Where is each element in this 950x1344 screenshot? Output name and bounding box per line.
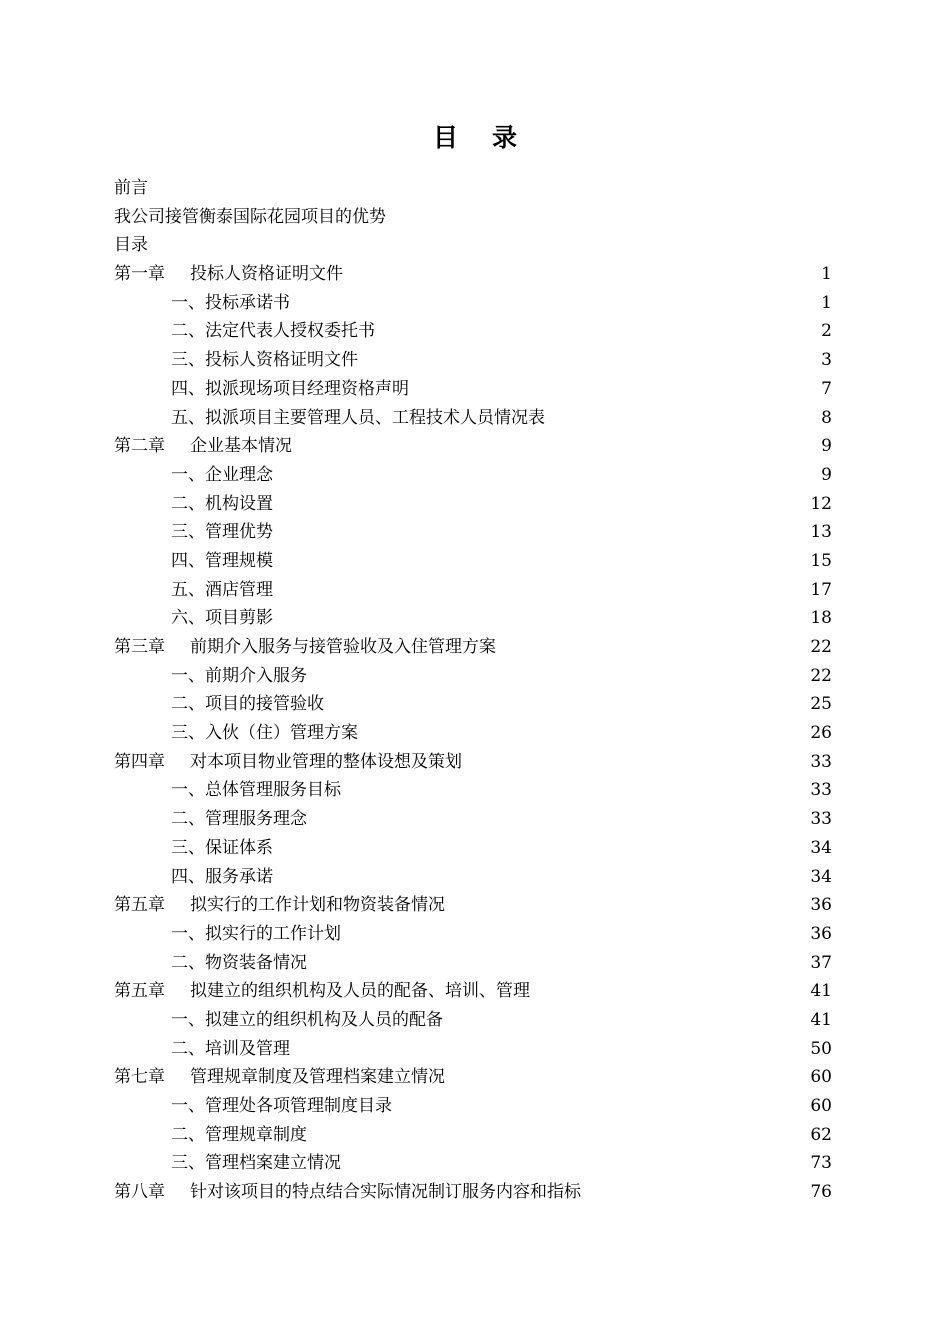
toc-page-number: 41 xyxy=(810,981,832,1002)
toc-section-row[interactable] xyxy=(114,1006,832,1035)
toc-section-title: 五、酒店管理 xyxy=(171,579,273,600)
toc-section-title: 四、管理规模 xyxy=(171,550,273,571)
toc-section-row[interactable] xyxy=(114,289,832,318)
toc-section-title: 三、管理档案建立情况 xyxy=(171,1153,341,1174)
toc-section-title: 二、法定代表人授权委托书 xyxy=(171,321,375,342)
toc-section-row[interactable] xyxy=(114,547,832,576)
toc-section-title: 六、项目剪影 xyxy=(171,608,273,629)
toc-section-row[interactable] xyxy=(114,375,832,404)
toc-chapter-number: 第五章 xyxy=(114,895,165,916)
toc-section-row[interactable] xyxy=(114,1092,832,1121)
toc-chapter-title xyxy=(114,977,530,1006)
toc-page-number: 50 xyxy=(810,1038,832,1059)
toc-page-number: 36 xyxy=(810,923,832,944)
front-matter xyxy=(114,174,832,260)
toc-page-number: 1 xyxy=(821,292,832,313)
toc-front-label: 目录 xyxy=(114,235,148,256)
toc-chapter-row[interactable] xyxy=(114,260,832,289)
toc-section-row[interactable] xyxy=(114,1035,832,1064)
toc-page-number: 60 xyxy=(810,1096,832,1116)
toc-section-title: 三、保证体系 xyxy=(171,837,273,858)
toc-chapter-number: 第三章 xyxy=(114,637,165,657)
toc-page-number: 9 xyxy=(821,464,832,485)
toc-section-title: 二、管理规章制度 xyxy=(171,1124,307,1145)
toc-front-label: 前言 xyxy=(114,178,148,198)
toc-page-number: 17 xyxy=(810,579,832,600)
toc-page-number: 37 xyxy=(810,952,832,973)
toc-chapter-label: 拟建立的组织机构及人员的配备、培训、管理 xyxy=(190,981,530,1002)
toc-chapter-title xyxy=(114,891,445,920)
toc-page-number: 33 xyxy=(810,780,832,801)
toc-section-row[interactable] xyxy=(114,776,832,805)
toc-section-title: 四、拟派现场项目经理资格声明 xyxy=(171,378,409,399)
toc-section-title: 二、机构设置 xyxy=(171,493,273,514)
toc-section-row[interactable] xyxy=(114,662,832,691)
toc-section-title: 五、拟派项目主要管理人员、工程技术人员情况表 xyxy=(171,407,545,428)
toc-page-number: 41 xyxy=(810,1009,832,1030)
toc-section-title: 二、项目的接管验收 xyxy=(171,694,324,715)
page-title: 目录 xyxy=(432,123,551,152)
toc-section-row[interactable] xyxy=(114,1149,832,1178)
toc-section-row[interactable] xyxy=(114,518,832,547)
toc-chapter-title xyxy=(114,1178,581,1207)
toc-page-number: 3 xyxy=(821,350,832,371)
toc-chapter-row[interactable] xyxy=(114,748,832,777)
toc-page-number: 73 xyxy=(810,1153,832,1174)
toc-page-number: 9 xyxy=(821,436,832,457)
toc-section-row[interactable] xyxy=(114,719,832,748)
toc-chapter-label: 投标人资格证明文件 xyxy=(190,264,343,285)
toc-page-number: 12 xyxy=(810,493,832,514)
toc-page-number: 15 xyxy=(810,550,832,571)
toc-section-title: 一、企业理念 xyxy=(171,464,273,485)
toc-chapter-number: 第四章 xyxy=(114,751,165,772)
toc-chapter-row[interactable] xyxy=(114,891,832,920)
toc-section-row[interactable] xyxy=(114,834,832,863)
toc-section-title: 一、拟实行的工作计划 xyxy=(171,923,341,944)
toc-section-title: 一、投标承诺书 xyxy=(171,292,290,313)
toc-section-row[interactable] xyxy=(114,690,832,719)
toc-section-title: 四、服务承诺 xyxy=(171,866,273,887)
toc-page-number: 8 xyxy=(821,407,832,428)
toc-section-row[interactable] xyxy=(114,949,832,978)
toc-section-title: 三、管理优势 xyxy=(171,522,273,543)
toc-entries xyxy=(114,260,832,1207)
toc-chapter-number: 第一章 xyxy=(114,264,165,285)
table-of-contents xyxy=(114,174,832,1207)
toc-page-number: 18 xyxy=(810,608,832,629)
toc-chapter-row[interactable] xyxy=(114,633,832,662)
toc-section-title: 二、管理服务理念 xyxy=(171,809,307,830)
toc-chapter-label: 对本项目物业管理的整体设想及策划 xyxy=(190,751,462,772)
toc-page-number: 33 xyxy=(810,751,832,772)
toc-chapter-row[interactable] xyxy=(114,432,832,461)
toc-section-row[interactable] xyxy=(114,346,832,375)
toc-page-number: 36 xyxy=(810,895,832,916)
toc-chapter-title xyxy=(114,432,292,461)
toc-page-number: 25 xyxy=(810,694,832,715)
toc-page-number: 62 xyxy=(810,1124,832,1145)
toc-section-row[interactable] xyxy=(114,920,832,949)
toc-chapter-title xyxy=(114,1063,445,1092)
toc-section-row[interactable] xyxy=(114,404,832,433)
toc-page-number: 2 xyxy=(821,321,832,342)
toc-page-number: 33 xyxy=(810,809,832,830)
toc-section-title: 二、物资装备情况 xyxy=(171,952,307,973)
toc-chapter-label: 针对该项目的特点结合实际情况制订服务内容和指标 xyxy=(190,1182,581,1203)
toc-page-number: 13 xyxy=(810,522,832,543)
toc-section-title: 一、总体管理服务目标 xyxy=(171,780,341,801)
toc-section-row[interactable] xyxy=(114,317,832,346)
toc-chapter-label: 拟实行的工作计划和物资装备情况 xyxy=(190,895,445,916)
toc-page-number: 22 xyxy=(810,665,832,686)
toc-chapter-number: 第二章 xyxy=(114,436,165,457)
toc-section-row[interactable] xyxy=(114,863,832,892)
toc-section-row[interactable] xyxy=(114,576,832,605)
toc-section-title: 三、入伙（住）管理方案 xyxy=(171,723,358,744)
toc-page-number: 60 xyxy=(810,1067,832,1088)
toc-section-row[interactable] xyxy=(114,604,832,633)
toc-section-row[interactable] xyxy=(114,1121,832,1150)
toc-front-item[interactable] xyxy=(114,203,832,232)
toc-chapter-row[interactable] xyxy=(114,1063,832,1092)
toc-chapter-row[interactable] xyxy=(114,1178,832,1207)
toc-page-number: 1 xyxy=(821,264,832,285)
toc-chapter-title xyxy=(114,748,462,777)
toc-front-label: 我公司接管衡泰国际花园项目的优势 xyxy=(114,206,386,227)
toc-section-row[interactable] xyxy=(114,461,832,490)
toc-page-number: 7 xyxy=(821,378,832,399)
toc-chapter-title xyxy=(114,260,343,289)
toc-chapter-label: 企业基本情况 xyxy=(190,436,292,457)
toc-page-number: 34 xyxy=(810,866,832,887)
toc-front-item[interactable] xyxy=(114,174,832,203)
toc-section-title: 一、管理处各项管理制度目录 xyxy=(171,1096,392,1116)
toc-page-number: 26 xyxy=(810,723,832,744)
toc-section-title: 一、拟建立的组织机构及人员的配备 xyxy=(171,1009,443,1030)
toc-page-number: 22 xyxy=(810,637,832,657)
toc-chapter-label: 管理规章制度及管理档案建立情况 xyxy=(190,1067,445,1088)
toc-chapter-label: 前期介入服务与接管验收及入住管理方案 xyxy=(190,637,496,657)
toc-section-title: 二、培训及管理 xyxy=(171,1038,290,1059)
toc-page-number: 76 xyxy=(810,1182,832,1203)
toc-section-title: 三、投标人资格证明文件 xyxy=(171,350,358,371)
toc-chapter-number: 第七章 xyxy=(114,1067,165,1088)
toc-front-item[interactable] xyxy=(114,231,832,260)
toc-section-row[interactable] xyxy=(114,490,832,519)
toc-chapter-number: 第八章 xyxy=(114,1182,165,1203)
toc-page-number: 34 xyxy=(810,837,832,858)
toc-section-row[interactable] xyxy=(114,805,832,834)
toc-chapter-row[interactable] xyxy=(114,977,832,1006)
toc-section-title: 一、前期介入服务 xyxy=(171,665,307,686)
toc-chapter-title xyxy=(114,633,496,662)
toc-chapter-number: 第五章 xyxy=(114,981,165,1002)
